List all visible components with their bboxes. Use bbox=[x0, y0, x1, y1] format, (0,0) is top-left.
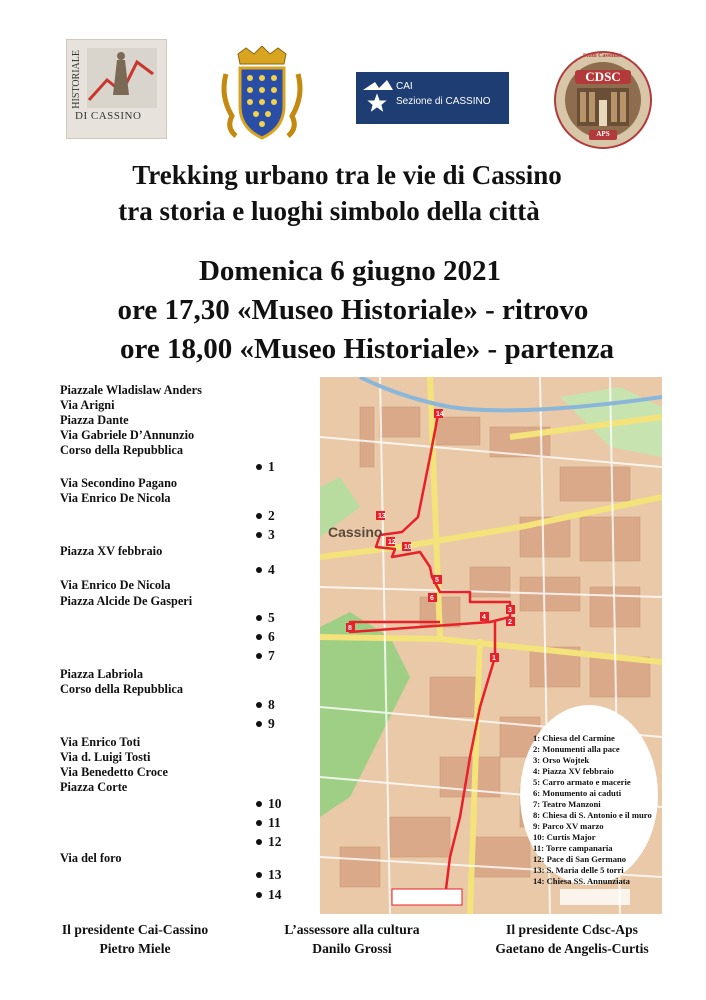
stop-number: 2 bbox=[256, 508, 275, 524]
svg-text:10: 10 bbox=[404, 544, 412, 551]
legend-item: 7: Teatro Manzoni bbox=[533, 799, 601, 809]
legend-item: 5: Carro armato e macerie bbox=[533, 777, 631, 787]
city-coat-of-arms bbox=[216, 46, 308, 142]
route-street: Via Enrico De Nicola bbox=[60, 491, 171, 505]
bullet-icon bbox=[256, 653, 262, 659]
route-street: Piazzale Wladislaw Anders bbox=[60, 383, 202, 397]
signature-name: Pietro Miele bbox=[99, 941, 171, 956]
cai-section-label: Sezione di CASSINO bbox=[396, 96, 491, 107]
stop-number: 4 bbox=[256, 562, 275, 578]
map-place-label: Cassino bbox=[328, 524, 383, 540]
cdsc-logo bbox=[553, 50, 653, 150]
legend-item: 10: Curtis Major bbox=[533, 832, 596, 842]
route-street: Piazza XV febbraio bbox=[60, 544, 163, 558]
route-street: Corso della Repubblica bbox=[60, 682, 183, 696]
stop-number: 8 bbox=[256, 697, 275, 713]
svg-text:5: 5 bbox=[435, 577, 439, 584]
route-street: Via d. Luigi Tosti bbox=[60, 750, 151, 764]
cai-star-icon bbox=[359, 72, 395, 124]
cdsc-bottom-text: APS bbox=[596, 130, 610, 138]
signature-name: Danilo Grossi bbox=[312, 941, 392, 956]
route-street: Via Secondino Pagano bbox=[60, 476, 178, 490]
legend-item: 13: S. Maria delle 5 torri bbox=[533, 865, 624, 875]
stop-number: 12 bbox=[256, 834, 282, 850]
svg-text:6: 6 bbox=[430, 595, 434, 602]
cdsc-main-text: CDSC bbox=[585, 69, 621, 84]
event-meeting-time: ore 17,30 «Museo Historiale» - ritrovo bbox=[117, 294, 589, 326]
historiale-vertical-text: HISTORIALE bbox=[71, 50, 82, 109]
route-street: Via Arigni bbox=[60, 398, 115, 412]
bullet-icon bbox=[256, 721, 262, 727]
stop-number: 6 bbox=[256, 629, 275, 645]
legend-item: 14: Chiesa SS. Annunziata bbox=[533, 876, 630, 886]
svg-text:3: 3 bbox=[508, 607, 512, 614]
legend-item: 9: Parco XV marzo bbox=[533, 821, 604, 831]
bullet-icon bbox=[256, 532, 262, 538]
bullet-icon bbox=[256, 702, 262, 708]
cai-logo bbox=[356, 72, 509, 124]
svg-text:2: 2 bbox=[508, 619, 512, 626]
bullet-icon bbox=[256, 872, 262, 878]
signature-role: Il presidente Cdsc-Aps bbox=[506, 922, 638, 937]
svg-text:12: 12 bbox=[388, 539, 396, 546]
bullet-icon bbox=[256, 839, 262, 845]
legend-item: 11: Torre campanaria bbox=[533, 843, 613, 853]
event-departure-time: ore 18,00 «Museo Historiale» - partenza bbox=[120, 333, 614, 365]
bullet-icon bbox=[256, 801, 262, 807]
legend-item: 2: Monumenti alla pace bbox=[533, 744, 620, 754]
bullet-icon bbox=[256, 513, 262, 519]
bullet-icon bbox=[256, 464, 262, 470]
svg-text:1: 1 bbox=[492, 655, 496, 662]
historiale-logo bbox=[66, 39, 167, 139]
legend-item: 12: Pace di San Germano bbox=[533, 854, 627, 864]
historiale-logo-text: DI CASSINO bbox=[75, 110, 142, 122]
bullet-icon bbox=[256, 615, 262, 621]
legend-item: 1: Chiesa del Carmine bbox=[533, 733, 615, 743]
event-date: Domenica 6 giugno 2021 bbox=[198, 255, 502, 287]
stop-number: 10 bbox=[256, 796, 282, 812]
route-street: Via del foro bbox=[60, 851, 122, 865]
event-title-line2: tra storia e luoghi simbolo della città bbox=[118, 196, 540, 226]
signature-assessore bbox=[262, 920, 442, 958]
event-title-line1: Trekking urbano tra le vie di Cassino bbox=[132, 160, 562, 190]
route-street: Piazza Alcide De Gasperi bbox=[60, 594, 193, 608]
signature-cai bbox=[40, 920, 230, 958]
stop-number: 13 bbox=[256, 867, 282, 883]
svg-text:13: 13 bbox=[378, 513, 386, 520]
signature-role: Il presidente Cai-Cassino bbox=[61, 922, 209, 937]
legend-item: 3: Orso Wojtek bbox=[533, 755, 590, 765]
bullet-icon bbox=[256, 567, 262, 573]
stop-number: 9 bbox=[256, 716, 275, 732]
stop-number: 3 bbox=[256, 527, 275, 543]
stop-number: 14 bbox=[256, 887, 282, 903]
stop-number: 11 bbox=[256, 815, 281, 831]
route-street: Piazza Corte bbox=[60, 780, 128, 794]
svg-text:14: 14 bbox=[436, 411, 444, 418]
bullet-icon bbox=[256, 820, 262, 826]
route-street: Via Enrico Toti bbox=[60, 735, 141, 749]
stop-number: 7 bbox=[256, 648, 275, 664]
coat-of-arms-icon bbox=[216, 46, 308, 142]
route-street: Corso della Repubblica bbox=[60, 443, 183, 457]
route-street: Via Benedetto Croce bbox=[60, 765, 168, 779]
svg-text:8: 8 bbox=[348, 625, 352, 632]
signature-cdsc bbox=[472, 920, 672, 958]
signature-name: Gaetano de Angelis-Curtis bbox=[495, 941, 649, 956]
route-street: Via Gabriele D’Annunzio bbox=[60, 428, 195, 442]
legend-item: 6: Monumento ai caduti bbox=[533, 788, 622, 798]
route-street: Piazza Dante bbox=[60, 413, 129, 427]
route-street: Via Enrico De Nicola bbox=[60, 578, 171, 592]
stop-number: 5 bbox=[256, 610, 275, 626]
signature-role: L’assessore alla cultura bbox=[284, 922, 420, 937]
stop-number: 1 bbox=[256, 459, 275, 475]
bullet-icon bbox=[256, 892, 262, 898]
route-street: Piazza Labriola bbox=[60, 667, 143, 681]
cai-label: CAI bbox=[396, 81, 413, 92]
legend-item: 8: Chiesa di S. Antonio e il muro bbox=[533, 810, 652, 820]
cdsc-top-text: Studi Cassinati bbox=[583, 53, 622, 59]
svg-text:4: 4 bbox=[482, 614, 486, 621]
legend-item: 4: Piazza XV febbraio bbox=[533, 766, 614, 776]
bullet-icon bbox=[256, 634, 262, 640]
